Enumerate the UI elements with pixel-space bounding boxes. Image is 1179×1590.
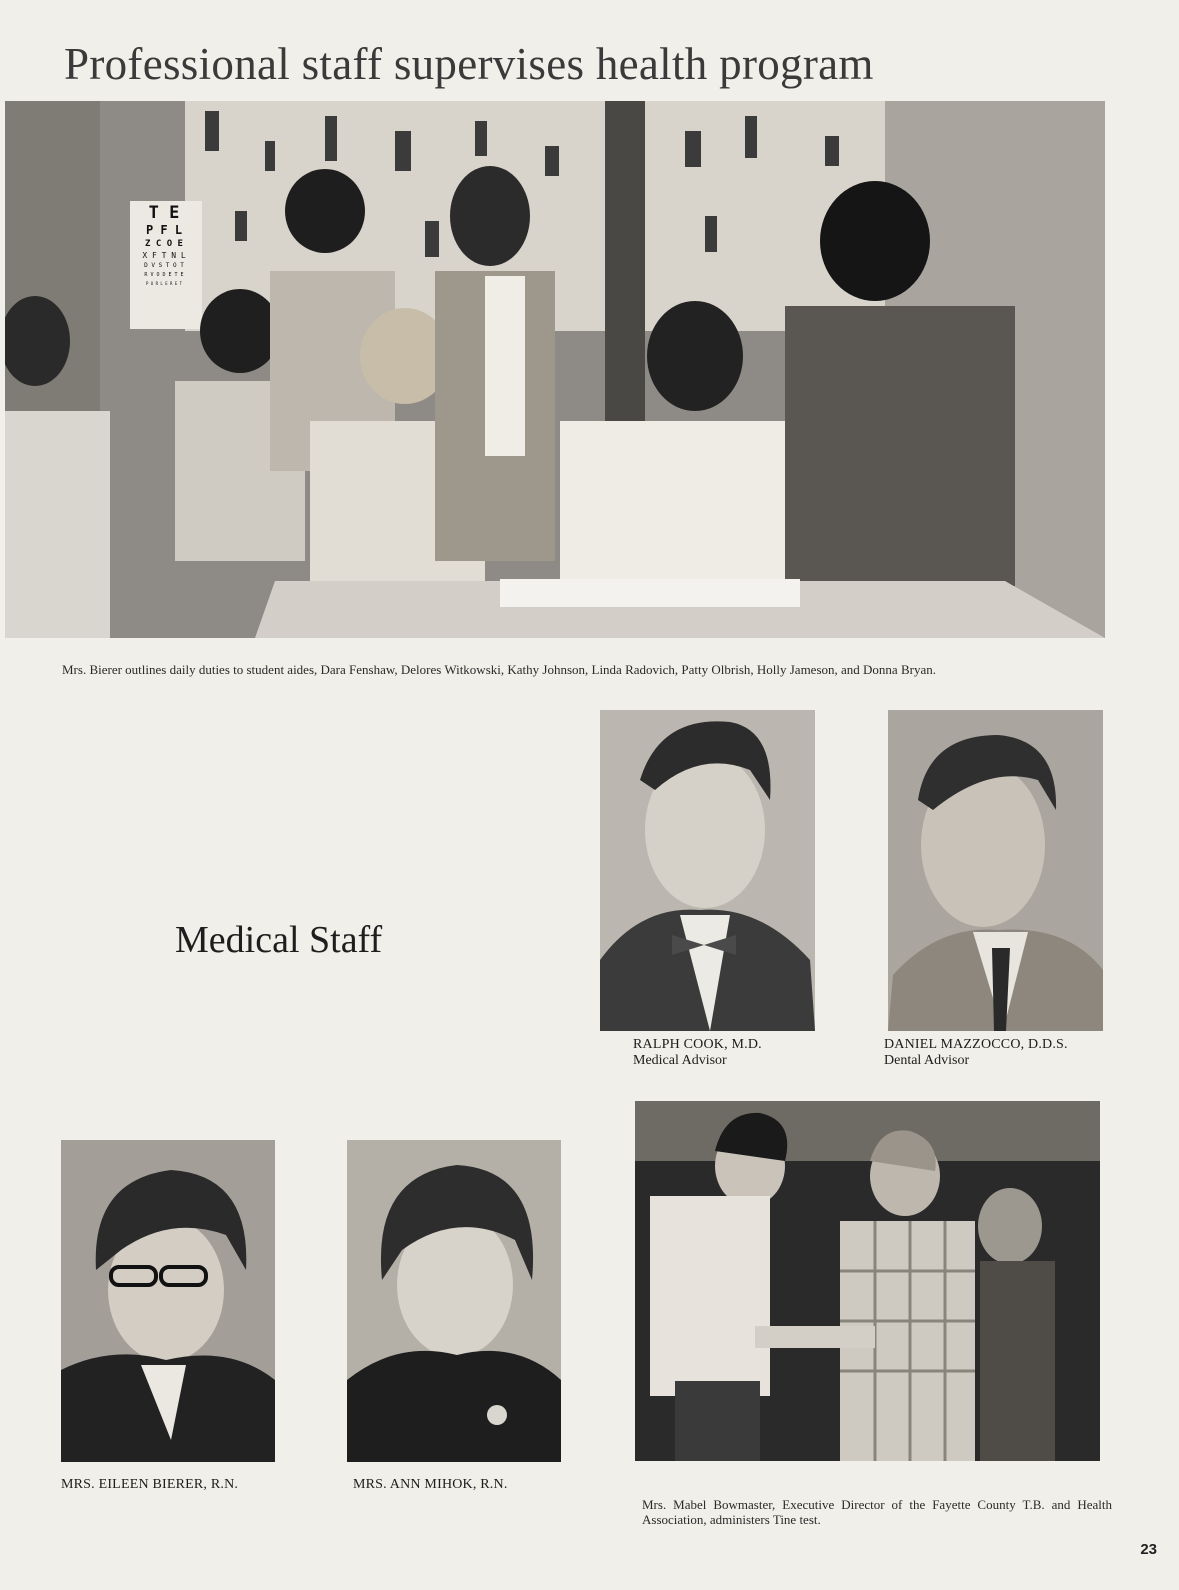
eye-chart-row: D V S T O T xyxy=(144,262,184,269)
portrait-ralph-cook xyxy=(600,710,815,1031)
eye-chart-row: R V O D E T E xyxy=(144,272,184,278)
eye-chart-row: X F T N L xyxy=(142,251,186,260)
eye-chart xyxy=(132,204,196,288)
eye-chart-row: P F L xyxy=(145,223,183,237)
portrait-ann-mihok xyxy=(347,1140,561,1462)
photo-tine-test xyxy=(635,1101,1100,1461)
portrait-name-daniel-mazzocco: DANIEL MAZZOCCO, D.D.S. xyxy=(884,1037,1068,1052)
portrait-name-ann-mihok: MRS. ANN MIHOK, R.N. xyxy=(353,1477,508,1492)
portrait-role-ralph-cook: Medical Advisor xyxy=(633,1053,727,1068)
portrait-role-daniel-mazzocco: Dental Advisor xyxy=(884,1053,970,1068)
portrait-name-eileen-bierer: MRS. EILEEN BIERER, R.N. xyxy=(61,1477,239,1492)
page-number: 23 xyxy=(1140,1541,1157,1558)
portrait-eileen-bierer xyxy=(61,1140,275,1462)
eye-chart-row: T E xyxy=(148,203,180,223)
page-title: Professional staff supervises health program xyxy=(64,39,874,89)
tine-test-caption: Mrs. Mabel Bowmaster, Executive Director of the Fayette County T.B. and Health Association, administers Tine test. xyxy=(642,1497,1112,1527)
portrait-name-ralph-cook: RALPH COOK, M.D. xyxy=(633,1037,762,1052)
eye-chart-row: Z C O E xyxy=(145,239,183,249)
group-photo-caption: Mrs. Bierer outlines daily duties to student aides, Dara Fenshaw, Delores Witkowski, Kathy Johnson, Linda Radovich, Patty Olbrish, Holly Jameson, and Donna Bryan. xyxy=(62,662,936,677)
section-heading-medical-staff: Medical Staff xyxy=(175,919,383,961)
portrait-daniel-mazzocco xyxy=(888,710,1103,1031)
eye-chart-row: P U R L E R E T xyxy=(145,281,183,286)
group-photo-health-office xyxy=(5,101,1105,638)
